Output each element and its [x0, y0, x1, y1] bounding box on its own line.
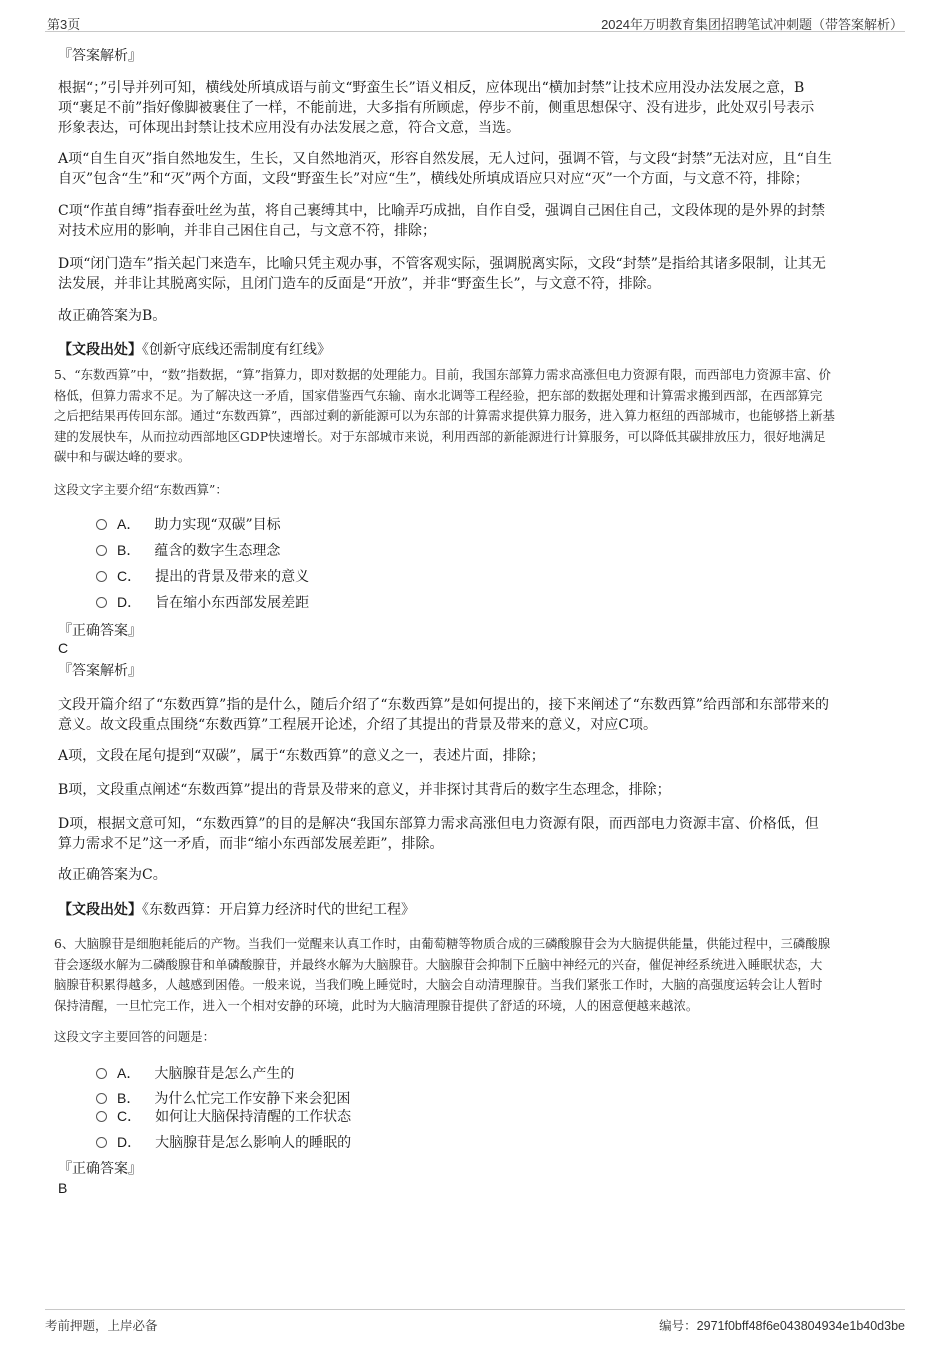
document-title: 2024年万明教育集团招聘笔试冲刺题（带答案解析）: [601, 17, 903, 32]
q6-passage: 6、大脑腺苷是细胞耗能后的产物。当我们一觉醒来认真工作时，由葡萄糖等物质合成的三磷酸腺苷会为大脑提供能量，供能过程中，三磷酸腺 苷会逐级水解为二磷酸腺苷和单磷酸腺苷，并最终水解为大脑腺苷。大脑腺苷会抑制下丘脑中神经元的兴奋，催促神经系统进入睡眠状态，大 脑腺苷积累得越多，人越感到困倦。一般来说，当我们晚上睡觉时，大脑会自动清理腺苷。当我们紧张工作时，大脑的高强度运转会让人暂时 保持清醒，一旦忙完工作，进入一个相对安静的环境，此时为大脑清理腺苷提供了舒适的环境，人的困意便越来越浓。: [54, 936, 831, 1013]
q4-analysis-label: 『答案解析』: [58, 48, 142, 64]
q5-analysis-conclusion: 故正确答案为C。: [58, 867, 167, 883]
q4-source: 【文段出处】《创新守底线还需制度有红线》: [58, 342, 331, 358]
radio-icon[interactable]: [96, 1093, 107, 1104]
q4-analysis-para-2: A项“自生自灭”指自然地发生，生长，又自然地消灭，形容自然发展，无人过问，强调不管，与文段“封禁”无法对应，且“自生 自灭”包含“生”和“灭”两个方面，文段“野蛮生长”对应“生”，横线处所填成语应只对应“灭”一个方面，与文意不符，排除；: [58, 151, 832, 187]
footer-slogan: 考前押题，上岸必备: [45, 1319, 158, 1333]
q5-option-b[interactable]: B． 蕴含的数字生态理念: [96, 540, 280, 560]
q4-analysis-para-1: 根据“；”引导并列可知，横线处所填成语与前文“野蛮生长”语义相反，应体现出“横加封禁”让技术应用没办法发展之意，B 项“裹足不前”指好像脚被裹住了一样，不能前进，大多指有所顾虑，停步不前，侧重思想保守、没有进步，此处双引号表示 形象表达，可体现出封禁让技术应用没有办法发展之意，符合文意，当选。: [58, 80, 815, 136]
radio-icon[interactable]: [96, 1068, 107, 1079]
q6-prompt: 这段文字主要回答的问题是：: [54, 1029, 216, 1044]
radio-icon[interactable]: [96, 545, 107, 556]
radio-icon[interactable]: [96, 571, 107, 582]
q5-analysis-para-4: D项，根据文意可知，“东数西算”的目的是解决“我国东部算力需求高涨但电力资源有限，而西部电力资源丰富、价格低，但 算力需求不足”这一矛盾，而非“缩小东西部发展差距”，排除。: [58, 816, 819, 852]
q4-analysis-conclusion: 故正确答案为B。: [58, 308, 167, 324]
radio-icon[interactable]: [96, 1137, 107, 1148]
q6-option-b[interactable]: B． 为什么忙完工作安静下来会犯困: [96, 1088, 350, 1108]
q5-option-c[interactable]: C． 提出的背景及带来的意义: [96, 566, 309, 586]
q6-answer-label: 『正确答案』: [58, 1161, 142, 1177]
page-footer: [45, 1309, 905, 1334]
radio-icon[interactable]: [96, 519, 107, 530]
q5-analysis-label: 『答案解析』: [58, 663, 142, 679]
q5-option-d[interactable]: D． 旨在缩小东西部发展差距: [96, 592, 309, 612]
q5-analysis-para-2: A项，文段在尾句提到“双碳”，属于“东数西算”的意义之一，表述片面，排除；: [58, 748, 545, 764]
q5-passage: 5、“东数西算”中，“数”指数据，“算”指算力，即对数据的处理能力。目前，我国东部算力需求高涨但电力资源有限，而西部电力资源丰富、价 格低，但算力需求不足。为了解决这一矛盾，国家借鉴西气东输、南水北调等工程经验，把东部的数据处理和计算需求搬到西部，在西部算完 之后把结果再传回东部。通过“东数西算”，西部过剩的新能源可以为东部的计算需求提供算力服务，进入算力枢纽的西部城市，也能够搭上新基 建的发展快车，从而拉动西部地区GDP快速增长。对于东部城市来说，利用西部的新能源进行计算服务，可以降低其碳排放压力，很好地满足 碳中和与碳达峰的要求。: [54, 367, 835, 464]
q5-answer: C: [58, 640, 69, 656]
q6-answer: B: [58, 1180, 68, 1196]
q5-answer-label: 『正确答案』: [58, 623, 142, 639]
q6-option-c[interactable]: C． 如何让大脑保持清醒的工作状态: [96, 1106, 351, 1126]
radio-icon[interactable]: [96, 597, 107, 608]
radio-icon[interactable]: [96, 1111, 107, 1122]
q5-prompt: 这段文字主要介绍“东数西算”：: [54, 482, 228, 497]
page-number: 第3页: [47, 17, 81, 32]
page-header: [45, 13, 905, 32]
q6-option-d[interactable]: D． 大脑腺苷是怎么影响人的睡眠的: [96, 1132, 351, 1152]
q5-source: 【文段出处】《东数西算：开启算力经济时代的世纪工程》: [58, 902, 415, 918]
q5-option-a[interactable]: A． 助力实现“双碳”目标: [96, 514, 281, 534]
q4-analysis-para-3: C项“作茧自缚”指春蚕吐丝为茧，将自己裹缚其中，比喻弄巧成拙，自作自受，强调自己困住自己，文段体现的是外界的封禁 对技术应用的影响，并非自己困住自己，与文意不符，排除；: [58, 203, 826, 239]
q5-analysis-para-1: 文段开篇介绍了“东数西算”指的是什么，随后介绍了“东数西算”是如何提出的，接下来阐述了“东数西算”给西部和东部带来的 意义。故文段重点围绕“东数西算”工程展开论述，介绍了其提出的背景及带来的意义，对应C项。: [58, 697, 829, 733]
q6-option-a[interactable]: A． 大脑腺苷是怎么产生的: [96, 1063, 294, 1083]
q5-analysis-para-3: B项，文段重点阐述“东数西算”提出的背景及带来的意义，并非探讨其背后的数字生态理念，排除；: [58, 782, 671, 798]
document-code: 编号：2971f0bff48f6e043804934e1b40d3be: [659, 1319, 905, 1333]
q4-analysis-para-4: D项“闭门造车”指关起门来造车，比喻只凭主观办事，不管客观实际，强调脱离实际，文段“封禁”是指给其诸多限制，让其无 法发展，并非让其脱离实际，且闭门造车的反面是“开放”，并非“野蛮生长”，与文意不符，排除。: [58, 256, 826, 292]
